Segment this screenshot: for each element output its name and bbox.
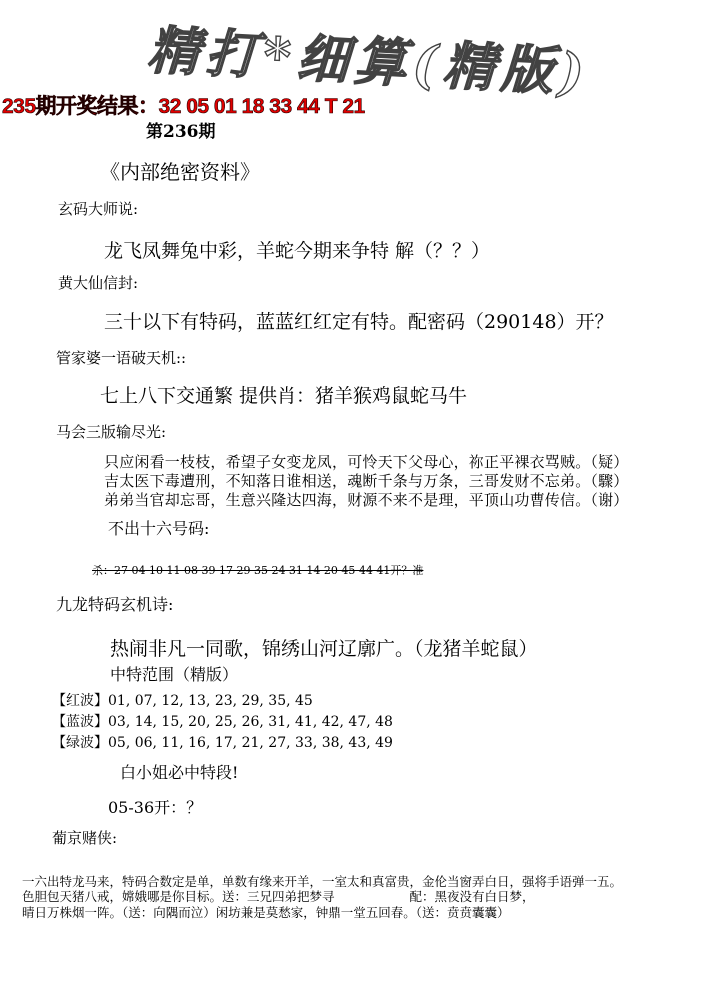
section-text-xuanma: 龙飞凤舞兔中彩，羊蛇今期来争特 解（？？） [104,240,491,262]
segment-text: 05-36开：？ [108,798,203,817]
poem-line: 吉太医下毒遭刑，不知落日谁相送，魂断千条与万条，三哥发财不忘弟。（驟） [104,472,629,490]
range-tag: 【绿波】 [52,735,108,751]
range-numbers: 01, 07, 12, 13, 23, 29, 35, 45 [108,693,313,709]
section-text-jiulong: 热闹非凡一同歌，锦绣山河辽廓广。（龙猪羊蛇鼠） [110,638,538,660]
section-label-huangdaxian: 黄大仙信封: [58,274,139,292]
footer-line: 晴日万株烟一阵。（送：向隅而泣）闲坊兼是莫愁家，钟鼎一堂五回春。（送：贲贲囊囊） [22,905,510,920]
section-text-guanjiapo: 七上八下交通繁 提供肖：猪羊猴鸡鼠蛇马牛 [100,385,468,407]
section-label-guanjiapo: 管家婆一语破天机:: [56,349,187,367]
range-row-green [52,732,393,752]
no16-label: 不出十六号码: [108,519,210,538]
kill-numbers: 杀：27 04 10 11 08 39 17 29 35 24 31 14 20 45 44 41开？准 [92,564,424,577]
section-text-huangdaxian: 三十以下有特码，蓝蓝红红定有特。配密码（290148）开？ [104,311,614,333]
poem-line: 只应闲看一枝枝，希望子女变龙凤，可怜天下父母心，祢正平裸衣骂贼。（疑） [104,453,629,471]
header-banner: 精打*细算(精版) [146,19,592,105]
range-tag: 【蓝波】 [52,714,108,730]
range-numbers: 03, 14, 15, 20, 25, 26, 31, 41, 42, 47, 48 [108,714,393,730]
range-numbers: 05, 06, 11, 16, 17, 21, 27, 33, 38, 43, 49 [108,735,393,751]
range-tag: 【红波】 [52,693,108,709]
range-row-blue [52,711,393,731]
section-label-mahui: 马会三版输尽光: [56,423,167,441]
section-label-xuanma: 玄码大师说: [58,200,139,218]
footer-line: 一六出特龙马来，特码合数定是单，单数有缘来开羊，一室太和真富贵，金伦当窗弄白日，强将手语弹一五。 [22,874,623,889]
poem-line: 弟弟当官却忘哥，生意兴隆达四海，财源不来不是理，平顶山功曹传信。（谢） [104,491,629,509]
page-title: 《内部绝密资料》 [100,160,260,184]
issue-number: 第236期 [146,122,216,142]
last-result: 235期开奖结果：32 05 01 18 33 44 T 21 [2,95,365,118]
footer-line: 色胆包天猪八戒，嫦娥哪是你目标。送：三兄四弟把梦寻 配：黑夜没有白日梦， [22,889,535,904]
range-row-red [52,690,313,710]
range-title: 中特范围（精版） [110,665,239,684]
white-lady-text: 白小姐必中特段! [120,763,239,782]
section-label-pujing: 葡京赌侠: [52,829,118,847]
section-label-jiulong: 九龙特码玄机诗: [56,595,174,614]
